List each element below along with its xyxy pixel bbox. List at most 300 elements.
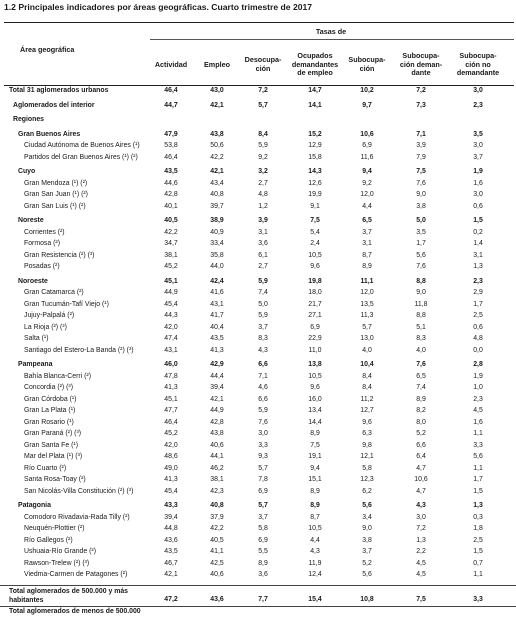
cell-value: 42,2: [210, 525, 224, 532]
cell-value: 7,8: [258, 476, 268, 483]
cell-value: 7,2: [416, 87, 426, 94]
row-label: La Rioja (²) (³): [24, 323, 67, 331]
row-label: Posadas (²): [24, 263, 60, 270]
cell-value: 42,1: [210, 395, 224, 403]
cell-value: 5,6: [473, 453, 483, 460]
cell-value: 47,2: [164, 595, 178, 603]
cell-value: 8,9: [416, 395, 426, 403]
cell-value: 13,4: [308, 407, 322, 414]
cell-value: 5,1: [416, 323, 426, 331]
row-label: Pampeana: [18, 361, 53, 368]
cell-value: 8,7: [310, 513, 320, 521]
cell-value: 18,0: [308, 289, 322, 296]
header-group-label: Tasas de: [315, 27, 347, 36]
cell-value: 9,6: [310, 263, 320, 270]
cell-value: 4,0: [416, 346, 426, 354]
cell-value: 3,9: [416, 142, 426, 149]
cell-value: 5,7: [258, 101, 268, 109]
cell-value: 6,1: [258, 251, 268, 259]
row-label: Gran Rosario (¹): [24, 418, 74, 426]
cell-value: 3,5: [473, 130, 483, 138]
cell-value: 0,0: [473, 346, 483, 354]
cell-value: 42,8: [164, 191, 178, 198]
cell-value: 2,7: [258, 263, 268, 270]
cell-value: 10,8: [360, 595, 374, 603]
row-label: Regiones: [13, 116, 45, 123]
cell-value: 12,0: [360, 191, 374, 198]
table-row: [0, 547, 516, 559]
table-row: [0, 202, 516, 214]
header-area-label: Área geográfica: [20, 45, 75, 54]
cell-value: 0,6: [473, 323, 483, 331]
row-label: Formosa (²): [24, 240, 60, 247]
table-row: [0, 406, 516, 418]
row-label: Gran San Luis (¹) (²): [24, 202, 86, 210]
row-label: Jujuy-Palpalá (²): [24, 312, 75, 319]
cell-value: 2,7: [258, 179, 268, 187]
cell-value: 8,4: [362, 372, 372, 380]
cell-value: 3,7: [258, 513, 268, 521]
cell-value: 37,9: [210, 513, 224, 521]
cell-value: 9,0: [362, 525, 372, 532]
cell-value: 43,0: [210, 87, 224, 94]
row-label: Corrientes (²): [24, 228, 65, 236]
cell-value: 3,0: [473, 191, 483, 198]
cell-value: 42,1: [164, 571, 178, 578]
cell-value: 8,8: [416, 277, 426, 285]
cell-value: 6,9: [310, 323, 320, 331]
cell-value: 45,2: [164, 263, 178, 270]
cell-value: 5,6: [362, 571, 372, 578]
row-label: Partidos del Gran Buenos Aires (¹) (²): [24, 153, 138, 161]
cell-value: 1,4: [473, 240, 483, 247]
cell-value: 10,6: [360, 130, 374, 138]
cell-value: 19,1: [308, 453, 322, 460]
cell-value: 27,1: [308, 312, 322, 319]
cell-value: 43,1: [164, 346, 178, 354]
cell-value: 39,4: [164, 513, 178, 521]
cell-value: 45,4: [164, 300, 178, 308]
cell-value: 41,3: [164, 384, 178, 391]
cell-value: 42,9: [210, 361, 224, 368]
row-label: Viedma-Carmen de Patagones (²): [24, 571, 128, 578]
table-row: [0, 501, 516, 513]
row-label: Gran Buenos Aires: [18, 130, 81, 138]
table-row: [0, 395, 516, 407]
cell-value: 4,4: [362, 202, 372, 210]
table-row: [0, 216, 516, 228]
cell-value: 9,4: [362, 168, 372, 175]
cell-value: 46,4: [164, 418, 178, 426]
cell-value: 11,0: [308, 346, 322, 354]
cell-value: 5,8: [362, 464, 372, 472]
cell-value: 4,7: [416, 487, 426, 495]
cell-value: 11,9: [308, 559, 322, 567]
cell-value: 10,5: [308, 525, 322, 532]
table-row: [0, 141, 516, 153]
cell-value: 5,2: [362, 559, 372, 567]
table-row: [0, 570, 516, 582]
row-label: Total aglomerados de 500.000 y más habitantes: [9, 587, 128, 604]
table-row: [0, 300, 516, 312]
header-group-rule: [150, 39, 514, 40]
cell-value: 40,5: [210, 536, 224, 544]
cell-value: 9,2: [258, 153, 268, 161]
row-label: Gran Córdoba (¹): [24, 395, 77, 403]
cell-value: 7,1: [416, 130, 426, 138]
cell-value: 38,1: [210, 476, 224, 483]
cell-value: 8,7: [362, 251, 372, 259]
cell-value: 44,9: [164, 289, 178, 296]
cell-value: 3,0: [473, 142, 483, 149]
cell-value: 1,6: [473, 179, 483, 187]
row-label: Cuyo: [18, 168, 36, 175]
cell-value: 16,0: [308, 395, 322, 403]
cell-value: 8,9: [258, 559, 268, 567]
cell-value: 4,3: [310, 548, 320, 555]
cell-value: 9,7: [362, 101, 372, 109]
cell-value: 3,1: [362, 240, 372, 247]
cell-value: 39,4: [210, 384, 224, 391]
cell-value: 2,9: [473, 289, 483, 296]
table-row: [0, 360, 516, 372]
table-row: [0, 452, 516, 464]
cell-value: 6,9: [258, 487, 268, 495]
cell-value: 10,4: [360, 361, 374, 368]
cell-value: 47,8: [164, 372, 178, 380]
cell-value: 12,0: [360, 289, 374, 296]
cell-value: 43,8: [210, 430, 224, 437]
cell-value: 22,9: [308, 335, 322, 342]
cell-value: 43,5: [210, 335, 224, 342]
row-label: Total 31 aglomerados urbanos: [9, 87, 109, 94]
cell-value: 4,5: [416, 571, 426, 578]
row-label: Mar del Plata (¹) (³): [24, 453, 83, 460]
cell-value: 0,3: [473, 513, 483, 521]
table-row: [0, 559, 516, 571]
cell-value: 4,3: [416, 502, 426, 509]
table-row: [0, 153, 516, 165]
table-row: [0, 323, 516, 335]
table-row: [0, 418, 516, 430]
cell-value: 14,3: [308, 168, 322, 175]
table-row: [0, 464, 516, 476]
cell-value: 13,5: [360, 300, 374, 308]
cell-value: 0,7: [473, 559, 483, 567]
row-label: Río Cuarto (²): [24, 464, 67, 472]
cell-value: 42,3: [210, 487, 224, 495]
cell-value: 1,0: [473, 384, 483, 391]
cell-value: 4,8: [258, 191, 268, 198]
cell-value: 5,7: [258, 502, 268, 509]
cell-value: 4,6: [258, 384, 268, 391]
cell-value: 47,9: [164, 130, 178, 138]
table-row: [0, 167, 516, 179]
row-label: Noroeste: [18, 277, 48, 285]
row-label: Gran San Juan (¹) (²): [24, 191, 88, 198]
cell-value: 5,7: [258, 464, 268, 472]
table-row: [0, 288, 516, 300]
cell-value: 47,4: [164, 335, 178, 342]
cell-value: 1,3: [473, 263, 483, 270]
cell-value: 14,1: [308, 101, 322, 109]
row-label: Gran Paraná (²) (³): [24, 430, 82, 437]
cell-value: 3,1: [258, 228, 268, 236]
cell-value: 8,9: [362, 263, 372, 270]
row-label: Rawson-Trelew (²) (³): [24, 559, 90, 567]
cell-value: 2,8: [473, 361, 483, 368]
cell-value: 43,8: [210, 130, 224, 138]
table-row: [0, 513, 516, 525]
cell-value: 10,5: [308, 372, 322, 380]
cell-value: 14,4: [308, 418, 322, 426]
table-row: [0, 190, 516, 202]
cell-value: 3,7: [362, 548, 372, 555]
table-row: [0, 179, 516, 191]
table-row: [0, 429, 516, 441]
cell-value: 14,7: [308, 87, 322, 94]
cell-value: 7,7: [258, 595, 268, 603]
row-label: Río Gallegos (²): [24, 536, 73, 544]
table-row: [0, 475, 516, 487]
table-row: [0, 277, 516, 289]
cell-value: 10,6: [414, 476, 428, 483]
cell-value: 5,4: [310, 228, 320, 236]
cell-value: 6,6: [258, 361, 268, 368]
cell-value: 50,6: [210, 142, 224, 149]
cell-value: 7,3: [416, 101, 426, 109]
cell-value: 41,3: [210, 346, 224, 354]
row-label: Concordia (²) (³): [24, 384, 74, 391]
row-label: Salta (¹): [24, 335, 49, 342]
cell-value: 44,9: [210, 407, 224, 414]
cell-value: 15,8: [308, 153, 322, 161]
table-row: [0, 130, 516, 142]
cell-value: 1,1: [473, 571, 483, 578]
cell-value: 43,5: [164, 168, 178, 175]
cell-value: 8,3: [258, 335, 268, 342]
cell-value: 1,1: [473, 464, 483, 472]
row-label: Gran Santa Fe (¹): [24, 441, 78, 449]
table-title: 1.2 Principales indicadores por áreas geográficas. Cuarto trimestre de 2017: [4, 2, 313, 12]
table-row: [0, 487, 516, 499]
row-label: Ushuaia-Río Grande (²): [24, 548, 96, 555]
cell-value: 1,8: [473, 525, 483, 532]
cell-value: 47,7: [164, 407, 178, 414]
cell-value: 5,9: [258, 407, 268, 414]
table-row: [0, 115, 516, 127]
table-row: [0, 86, 516, 98]
cell-value: 5,0: [258, 300, 268, 308]
cell-value: 11,2: [360, 395, 374, 403]
table-row: [0, 262, 516, 274]
cell-value: 8,9: [310, 502, 320, 509]
cell-value: 44,8: [164, 525, 178, 532]
cell-value: 46,7: [164, 559, 178, 567]
cell-value: 44,3: [164, 312, 178, 319]
cell-value: 11,8: [414, 300, 428, 308]
cell-value: 45,4: [164, 487, 178, 495]
cell-value: 45,2: [164, 430, 178, 437]
cell-value: 44,6: [164, 179, 178, 187]
cell-value: 40,5: [164, 217, 178, 224]
cell-value: 43,1: [210, 300, 224, 308]
row-label: Gran La Plata (¹): [24, 407, 76, 414]
cell-value: 1,3: [416, 536, 426, 544]
cell-value: 4,0: [362, 346, 372, 354]
cell-value: 49,0: [164, 464, 178, 472]
cell-value: 3,0: [258, 430, 268, 437]
cell-value: 3,0: [416, 513, 426, 521]
table-row: [0, 606, 516, 619]
cell-value: 15,2: [308, 130, 322, 138]
cell-value: 2,3: [473, 101, 483, 109]
cell-value: 7,9: [416, 153, 426, 161]
cell-value: 8,9: [310, 430, 320, 437]
cell-value: 5,6: [362, 502, 372, 509]
cell-value: 42,5: [210, 559, 224, 567]
cell-value: 12,4: [308, 571, 322, 578]
cell-value: 1,5: [473, 487, 483, 495]
cell-value: 41,6: [210, 289, 224, 296]
cell-value: 8,8: [416, 312, 426, 319]
cell-value: 7,4: [258, 289, 268, 296]
cell-value: 43,3: [164, 502, 178, 509]
row-label: Ciudad Autónoma de Buenos Aires (¹): [24, 142, 140, 149]
cell-value: 4,7: [416, 464, 426, 472]
cell-value: 5,6: [416, 251, 426, 259]
cell-value: 3,7: [473, 153, 483, 161]
cell-value: 3,0: [473, 87, 483, 94]
cell-value: 41,3: [164, 476, 178, 483]
row-label: Santa Rosa-Toay (²): [24, 476, 86, 483]
cell-value: 6,5: [416, 372, 426, 380]
cell-value: 40,9: [210, 228, 224, 236]
cell-value: 8,9: [310, 487, 320, 495]
cell-value: 5,9: [258, 312, 268, 319]
cell-value: 7,2: [258, 87, 268, 94]
cell-value: 39,7: [210, 202, 224, 210]
table-row: [0, 311, 516, 323]
cell-value: 5,8: [258, 525, 268, 532]
table-row: [0, 101, 516, 113]
row-label: Total aglomerados de menos de 500.000: [9, 607, 141, 615]
row-label: Gran Mendoza (¹) (²): [24, 179, 88, 187]
cell-value: 1,6: [473, 418, 483, 426]
cell-value: 4,8: [473, 335, 483, 342]
cell-value: 11,3: [360, 312, 374, 319]
cell-value: 11,1: [360, 277, 374, 285]
cell-value: 5,5: [258, 548, 268, 555]
cell-value: 7,1: [258, 372, 268, 380]
cell-value: 7,2: [416, 525, 426, 532]
cell-value: 48,6: [164, 453, 178, 460]
cell-value: 5,9: [258, 277, 268, 285]
column-header-4: Subocupa- ción: [348, 55, 386, 73]
cell-value: 33,4: [210, 240, 224, 247]
cell-value: 53,8: [164, 142, 178, 149]
cell-value: 5,2: [416, 430, 426, 437]
cell-value: 7,5: [310, 217, 320, 224]
cell-value: 1,1: [473, 430, 483, 437]
cell-value: 42,0: [164, 441, 178, 449]
cell-value: 42,2: [164, 228, 178, 236]
cell-value: 2,3: [473, 395, 483, 403]
cell-value: 3,6: [258, 240, 268, 247]
row-label: Aglomerados del interior: [13, 101, 95, 109]
cell-value: 4,5: [473, 407, 483, 414]
cell-value: 40,1: [164, 202, 178, 210]
table-row: [0, 441, 516, 453]
cell-value: 40,6: [210, 441, 224, 449]
column-header-2: Desocupa- ción: [244, 55, 282, 73]
cell-value: 21,7: [308, 300, 322, 308]
cell-value: 0,6: [473, 202, 483, 210]
column-header-3: Ocupados demandantes de empleo: [291, 51, 339, 78]
cell-value: 12,9: [308, 142, 322, 149]
cell-value: 10,5: [308, 251, 322, 259]
cell-value: 4,3: [258, 346, 268, 354]
cell-value: 5,7: [362, 323, 372, 331]
cell-value: 8,4: [258, 130, 268, 138]
cell-value: 1,7: [416, 240, 426, 247]
cell-value: 13,8: [308, 361, 322, 368]
cell-value: 6,9: [258, 536, 268, 544]
cell-value: 42,2: [210, 153, 224, 161]
cell-value: 7,5: [310, 441, 320, 449]
cell-value: 9,6: [310, 384, 320, 391]
table-row: [0, 334, 516, 346]
cell-value: 1,3: [473, 502, 483, 509]
cell-value: 3,5: [416, 228, 426, 236]
row-label: Comodoro Rivadavia-Rada Tilly (²): [24, 513, 130, 521]
cell-value: 46,2: [210, 464, 224, 472]
cell-value: 2,3: [473, 277, 483, 285]
cell-value: 44,4: [210, 372, 224, 380]
cell-value: 2,4: [310, 240, 320, 247]
cell-value: 3,3: [258, 441, 268, 449]
column-header-0: Actividad: [154, 59, 188, 69]
cell-value: 6,5: [362, 217, 372, 224]
cell-value: 5,9: [258, 142, 268, 149]
cell-value: 43,4: [210, 179, 224, 187]
cell-value: 3,7: [362, 228, 372, 236]
column-header-1: Empleo: [204, 59, 230, 69]
cell-value: 8,4: [362, 384, 372, 391]
cell-value: 43,5: [164, 548, 178, 555]
cell-value: 3,6: [258, 571, 268, 578]
cell-value: 42,1: [210, 101, 224, 109]
cell-value: 7,6: [416, 263, 426, 270]
cell-value: 15,4: [308, 595, 322, 603]
cell-value: 4,5: [416, 559, 426, 567]
cell-value: 19,8: [308, 277, 322, 285]
column-header-6: Subocupa- ción no demandante: [456, 51, 500, 78]
cell-value: 40,8: [210, 191, 224, 198]
cell-value: 3,2: [258, 168, 268, 175]
cell-value: 42,0: [164, 323, 178, 331]
cell-value: 44,7: [164, 101, 178, 109]
cell-value: 12,3: [360, 476, 374, 483]
cell-value: 38,1: [164, 251, 178, 259]
cell-value: 0,2: [473, 228, 483, 236]
cell-value: 6,2: [362, 487, 372, 495]
cell-value: 1,5: [473, 548, 483, 555]
cell-value: 7,4: [416, 384, 426, 391]
cell-value: 8,3: [416, 335, 426, 342]
cell-value: 7,6: [416, 361, 426, 368]
cell-value: 12,6: [308, 179, 322, 187]
